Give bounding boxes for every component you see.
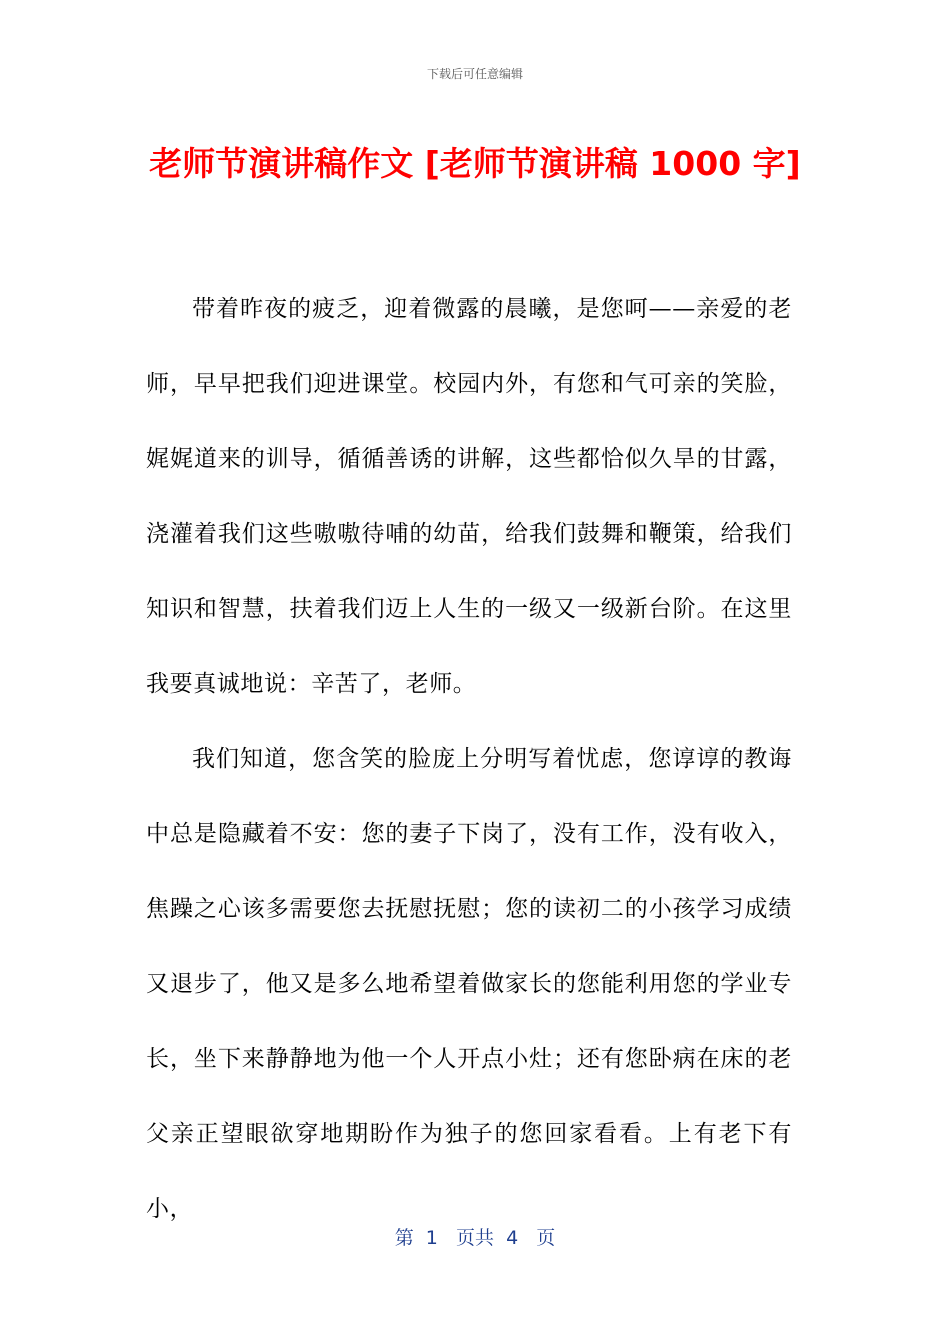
page-number: 第 1 页共 4 页 (394, 1227, 556, 1249)
document-body (146, 272, 792, 1247)
header-note: 下载后可任意编辑 (426, 67, 523, 81)
paragraph-1: 带着昨夜的疲乏，迎着微露的晨曦，是您呵——亲爱的老师，早早把我们迎进课堂。校园内外，有您和气可亲的笑脸，娓娓道来的训导，循循善诱的讲解，这些都恰似久旱的甘露，浇灌着我们这些嗷嗷待哺的幼苗，给我们鼓舞和鞭策，给我们知识和智慧，扶着我们迈上人生的一级又一级新台阶。在这里我要真诚地说：辛苦了，老师。 (146, 296, 792, 697)
paragraph-2: 我们知道，您含笑的脸庞上分明写着忧虑，您谆谆的教诲中总是隐藏着不安：您的妻子下岗了，没有工作，没有收入，焦躁之心该多需要您去抚慰抚慰；您的读初二的小孩学习成绩又退步了，他又是多么地希望着做家长的您能利用您的学业专长，坐下来静静地为他一个人开点小灶；还有您卧病在床的老父亲正望眼欲穿地期盼作为独子的您回家看看。上有老下有小， (146, 746, 792, 1222)
document-title: 老师节演讲稿作文 [老师节演讲稿 1000 字] (149, 144, 801, 183)
